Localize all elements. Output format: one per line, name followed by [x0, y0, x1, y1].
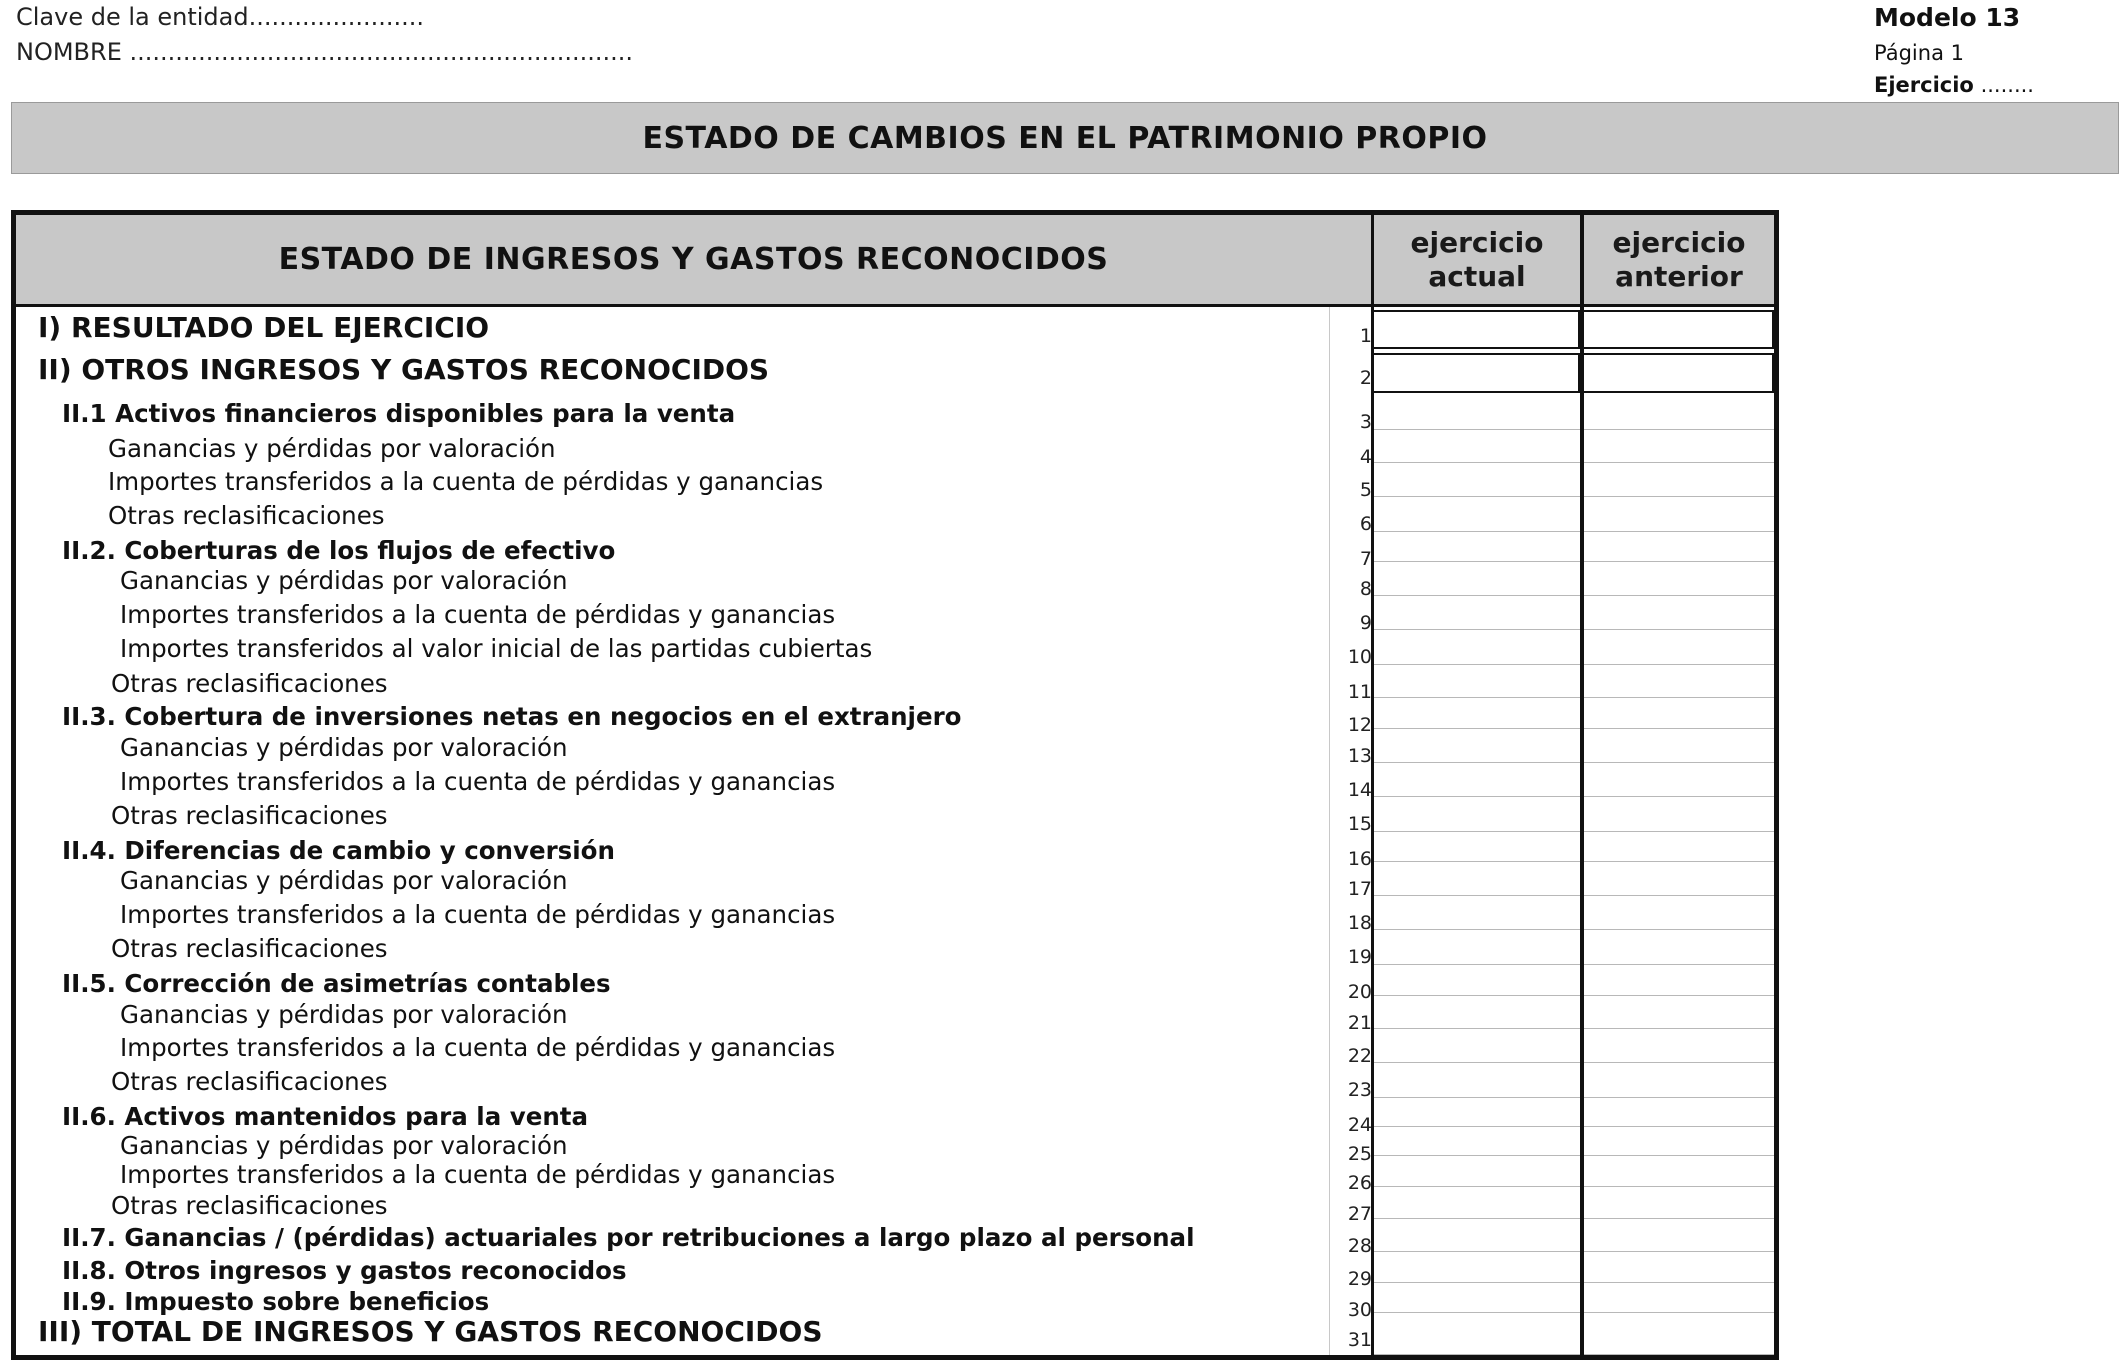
row-label: Importes transferidos a la cuenta de pérdidas y ganancias — [120, 767, 836, 796]
input-cell-previous[interactable] — [1584, 1127, 1774, 1156]
input-cell-previous[interactable] — [1584, 763, 1774, 797]
input-cell-current[interactable] — [1374, 832, 1580, 862]
row-number: 24 — [1347, 1114, 1372, 1136]
row-number: 1 — [1359, 325, 1372, 347]
row-label: II.4. Diferencias de cambio y conversión — [62, 836, 615, 865]
row-label: II.6. Activos mantenidos para la venta — [62, 1102, 589, 1131]
row-label: II.8. Otros ingresos y gastos reconocidos — [62, 1256, 627, 1285]
row-label: II.9. Impuesto sobre beneficios — [62, 1287, 490, 1316]
page-title: ESTADO DE CAMBIOS EN EL PATRIMONIO PROPIO — [642, 120, 1488, 156]
row-label: Otras reclasificaciones — [111, 669, 388, 698]
row-number: 31 — [1347, 1329, 1372, 1351]
row-label: III) TOTAL DE INGRESOS Y GASTOS RECONOCIDOS — [38, 1315, 823, 1348]
input-cell-current[interactable] — [1374, 395, 1580, 430]
row-number: 4 — [1359, 446, 1372, 468]
input-cell-previous[interactable] — [1584, 996, 1774, 1029]
row-number: 22 — [1347, 1045, 1372, 1067]
ejercicio-label: Ejercicio — [1874, 73, 1974, 97]
row-label: Otras reclasificaciones — [111, 801, 388, 830]
row-number: 29 — [1347, 1268, 1372, 1290]
row-label: Importes transferidos a la cuenta de pérdidas y ganancias — [120, 1160, 836, 1189]
input-cell-previous[interactable] — [1584, 353, 1774, 393]
input-cell-previous[interactable] — [1584, 1313, 1774, 1355]
row-number: 12 — [1347, 714, 1372, 736]
input-cell-previous[interactable] — [1584, 1098, 1774, 1127]
input-cell-previous[interactable] — [1584, 862, 1774, 896]
column-header-previous — [1584, 215, 1774, 304]
page-title-banner — [11, 102, 2119, 174]
input-cell-previous[interactable] — [1584, 1187, 1774, 1219]
row-label: Ganancias y pérdidas por valoración — [120, 566, 568, 595]
row-label: II.5. Corrección de asimetrías contables — [62, 969, 611, 998]
nombre-entidad: NOMBRE .................................................................. — [16, 38, 633, 66]
row-label: Otras reclasificaciones — [111, 1191, 388, 1220]
row-number: 19 — [1347, 946, 1372, 968]
row-number: 18 — [1347, 912, 1372, 934]
row-number: 20 — [1347, 981, 1372, 1003]
row-label: Otras reclasificaciones — [111, 1067, 388, 1096]
input-cell-previous[interactable] — [1584, 832, 1774, 862]
input-cell-current[interactable] — [1374, 965, 1580, 996]
row-label: II) OTROS INGRESOS Y GASTOS RECONOCIDOS — [38, 353, 770, 386]
row-label: Importes transferidos al valor inicial de las partidas cubiertas — [120, 634, 873, 663]
row-number: 26 — [1347, 1172, 1372, 1194]
input-cell-current[interactable] — [1374, 1313, 1580, 1355]
row-number: 3 — [1359, 411, 1372, 433]
row-number: 9 — [1359, 612, 1372, 634]
row-number: 27 — [1347, 1203, 1372, 1225]
input-cell-current[interactable] — [1374, 797, 1580, 832]
input-cell-previous[interactable] — [1584, 532, 1774, 562]
input-cell-current[interactable] — [1374, 1187, 1580, 1219]
row-number: 15 — [1347, 813, 1372, 835]
input-cell-current[interactable] — [1374, 763, 1580, 797]
row-label: Ganancias y pérdidas por valoración — [120, 1000, 568, 1029]
row-number: 21 — [1347, 1012, 1372, 1034]
input-cell-previous[interactable] — [1584, 430, 1774, 463]
input-cell-previous[interactable] — [1584, 310, 1774, 349]
row-label: I) RESULTADO DEL EJERCICIO — [38, 311, 490, 344]
column-header-previous-line1: ejercicio — [1612, 225, 1746, 259]
pagina-label: Página 1 — [1874, 41, 1964, 65]
input-cell-previous[interactable] — [1584, 896, 1774, 930]
input-cell-current[interactable] — [1374, 698, 1580, 729]
input-cell-previous[interactable] — [1584, 630, 1774, 665]
input-cell-current[interactable] — [1374, 930, 1580, 965]
input-cell-current[interactable] — [1374, 1283, 1580, 1313]
input-cell-current[interactable] — [1374, 862, 1580, 896]
input-cell-previous[interactable] — [1584, 1156, 1774, 1187]
row-label: II.3. Cobertura de inversiones netas en negocios en el extranjero — [62, 702, 962, 731]
input-cell-current[interactable] — [1374, 665, 1580, 698]
input-cell-current[interactable] — [1374, 463, 1580, 497]
row-number: 28 — [1347, 1235, 1372, 1257]
row-number: 13 — [1347, 745, 1372, 767]
input-cell-previous[interactable] — [1584, 562, 1774, 596]
input-cell-current[interactable] — [1374, 1252, 1580, 1283]
input-cell-current[interactable] — [1374, 1219, 1580, 1252]
row-label: II.2. Coberturas de los flujos de efectivo — [62, 536, 616, 565]
ejercicio-field — [1874, 69, 2034, 101]
input-cell-previous[interactable] — [1584, 698, 1774, 729]
row-label: Ganancias y pérdidas por valoración — [108, 434, 556, 463]
input-cell-previous[interactable] — [1584, 596, 1774, 630]
input-cell-current[interactable] — [1374, 1098, 1580, 1127]
ejercicio-dots: ........ — [1980, 73, 2034, 97]
row-label: II.7. Ganancias / (pérdidas) actuariales por retribuciones a largo plazo al personal — [62, 1223, 1195, 1252]
row-label: Ganancias y pérdidas por valoración — [120, 866, 568, 895]
row-number: 11 — [1347, 681, 1372, 703]
modelo-label: Modelo 13 — [1874, 3, 2021, 32]
input-cell-previous[interactable] — [1584, 930, 1774, 965]
row-number: 14 — [1347, 779, 1372, 801]
input-cell-current[interactable] — [1374, 562, 1580, 596]
row-label: Importes transferidos a la cuenta de pérdidas y ganancias — [120, 900, 836, 929]
column-header-current — [1374, 215, 1580, 304]
input-cell-current[interactable] — [1374, 596, 1580, 630]
row-number: 25 — [1347, 1143, 1372, 1165]
column-header-previous-line2: anterior — [1615, 259, 1743, 293]
input-cell-current[interactable] — [1374, 532, 1580, 562]
row-label: Importes transferidos a la cuenta de pérdidas y ganancias — [120, 600, 836, 629]
row-label: Otras reclasificaciones — [111, 934, 388, 963]
input-cell-previous[interactable] — [1584, 665, 1774, 698]
input-cell-previous[interactable] — [1584, 1029, 1774, 1063]
input-cell-previous[interactable] — [1584, 1219, 1774, 1252]
input-cell-current[interactable] — [1374, 996, 1580, 1029]
column-header-current-line1: ejercicio — [1410, 225, 1544, 259]
table-title: ESTADO DE INGRESOS Y GASTOS RECONOCIDOS — [278, 242, 1109, 277]
input-cell-current[interactable] — [1374, 896, 1580, 930]
input-cell-previous[interactable] — [1584, 965, 1774, 996]
row-number: 16 — [1347, 848, 1372, 870]
input-cell-current[interactable] — [1374, 1063, 1580, 1098]
row-label: Importes transferidos a la cuenta de pérdidas y ganancias — [120, 1033, 836, 1062]
input-cell-current[interactable] — [1374, 353, 1580, 393]
income-expense-table — [11, 210, 1779, 1360]
input-cell-previous[interactable] — [1584, 395, 1774, 430]
input-cell-previous[interactable] — [1584, 1283, 1774, 1313]
row-number: 5 — [1359, 479, 1372, 501]
row-number: 30 — [1347, 1299, 1372, 1321]
column-header-current-line2: actual — [1428, 259, 1526, 293]
row-number: 8 — [1359, 578, 1372, 600]
row-label: Otras reclasificaciones — [108, 501, 385, 530]
input-cell-previous[interactable] — [1584, 1063, 1774, 1098]
row-number: 6 — [1359, 513, 1372, 535]
row-number: 2 — [1359, 367, 1372, 389]
input-cell-current[interactable] — [1374, 1156, 1580, 1187]
input-cell-previous[interactable] — [1584, 1252, 1774, 1283]
row-label: Ganancias y pérdidas por valoración — [120, 733, 568, 762]
table-header — [16, 215, 1774, 307]
input-cell-current[interactable] — [1374, 1029, 1580, 1063]
input-cell-previous[interactable] — [1584, 729, 1774, 763]
input-cell-previous[interactable] — [1584, 797, 1774, 832]
number-column-divider — [1329, 307, 1330, 1355]
row-number: 7 — [1359, 548, 1372, 570]
input-cell-current[interactable] — [1374, 630, 1580, 665]
input-cell-current[interactable] — [1374, 430, 1580, 463]
row-label: II.1 Activos financieros disponibles para la venta — [62, 399, 736, 428]
clave-entidad: Clave de la entidad....................... — [16, 3, 425, 31]
row-label: Importes transferidos a la cuenta de pérdidas y ganancias — [108, 467, 824, 496]
input-cell-previous[interactable] — [1584, 497, 1774, 532]
row-number: 10 — [1347, 646, 1372, 668]
input-cell-current[interactable] — [1374, 729, 1580, 763]
input-cell-previous[interactable] — [1584, 463, 1774, 497]
row-number: 23 — [1347, 1079, 1372, 1101]
input-cell-current[interactable] — [1374, 310, 1580, 349]
input-cell-current[interactable] — [1374, 1127, 1580, 1156]
row-number: 17 — [1347, 878, 1372, 900]
row-label: Ganancias y pérdidas por valoración — [120, 1131, 568, 1160]
input-cell-current[interactable] — [1374, 497, 1580, 532]
